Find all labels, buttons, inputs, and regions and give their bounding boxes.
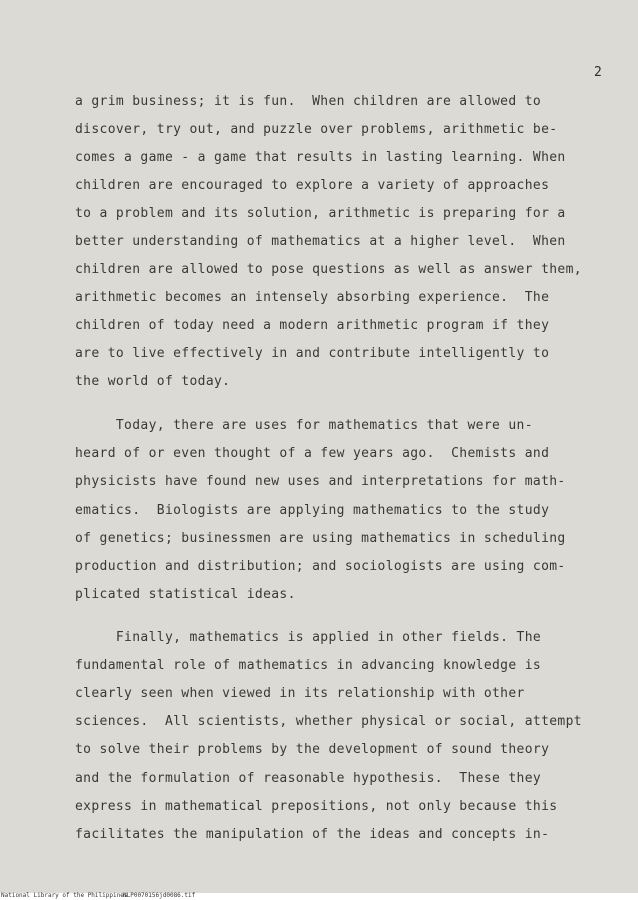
text-line: children are allowed to pose questions as well as answer them, [75,262,582,277]
text-line: are to live effectively in and contribute intelligently to [75,346,550,361]
text-line: express in mathematical prepositions, not only because this [75,799,558,814]
text-line: children of today need a modern arithmetic program if they [75,318,550,333]
footer-library: National Library of the Philippines [1,892,128,899]
text-line: plicated statistical ideas. [75,587,296,602]
footer-bar [0,893,638,900]
text-line: arithmetic becomes an intensely absorbing experience. The [75,290,550,305]
text-line: fundamental role of mathematics in advancing knowledge is [75,658,542,673]
text-line: facilitates the manipulation of the ideas and concepts in- [75,827,550,842]
text-line: children are encouraged to explore a variety of approaches [75,178,550,193]
text-line: physicists have found new uses and interpretations for math- [75,474,566,489]
text-line: better understanding of mathematics at a higher level. When [75,234,566,249]
text-line: of genetics; businessmen are using mathematics in scheduling [75,531,566,546]
text-line: ematics. Biologists are applying mathematics to the study [75,503,550,518]
text-line: heard of or even thought of a few years ago. Chemists and [75,446,550,461]
text-line: production and distribution; and sociologists are using com- [75,559,566,574]
text-line: Today, there are uses for mathematics that were un- [75,418,533,433]
text-line: a grim business; it is fun. When children are allowed to [75,94,542,109]
text-line: to a problem and its solution, arithmetic is preparing for a [75,206,566,221]
text-line: discover, try out, and puzzle over problems, arithmetic be- [75,122,558,137]
text-line: sciences. All scientists, whether physical or social, attempt [75,714,582,729]
text-line: the world of today. [75,374,231,389]
page-number: 2 [594,65,602,80]
footer-file-id: NLP0070156jd0086.tif [123,892,196,899]
text-line: comes a game - a game that results in lasting learning. When [75,150,566,165]
text-line: to solve their problems by the development of sound theory [75,742,550,757]
text-line: Finally, mathematics is applied in other fields. The [75,630,542,645]
text-line: clearly seen when viewed in its relationship with other [75,686,525,701]
text-line: and the formulation of reasonable hypothesis. These they [75,771,542,786]
